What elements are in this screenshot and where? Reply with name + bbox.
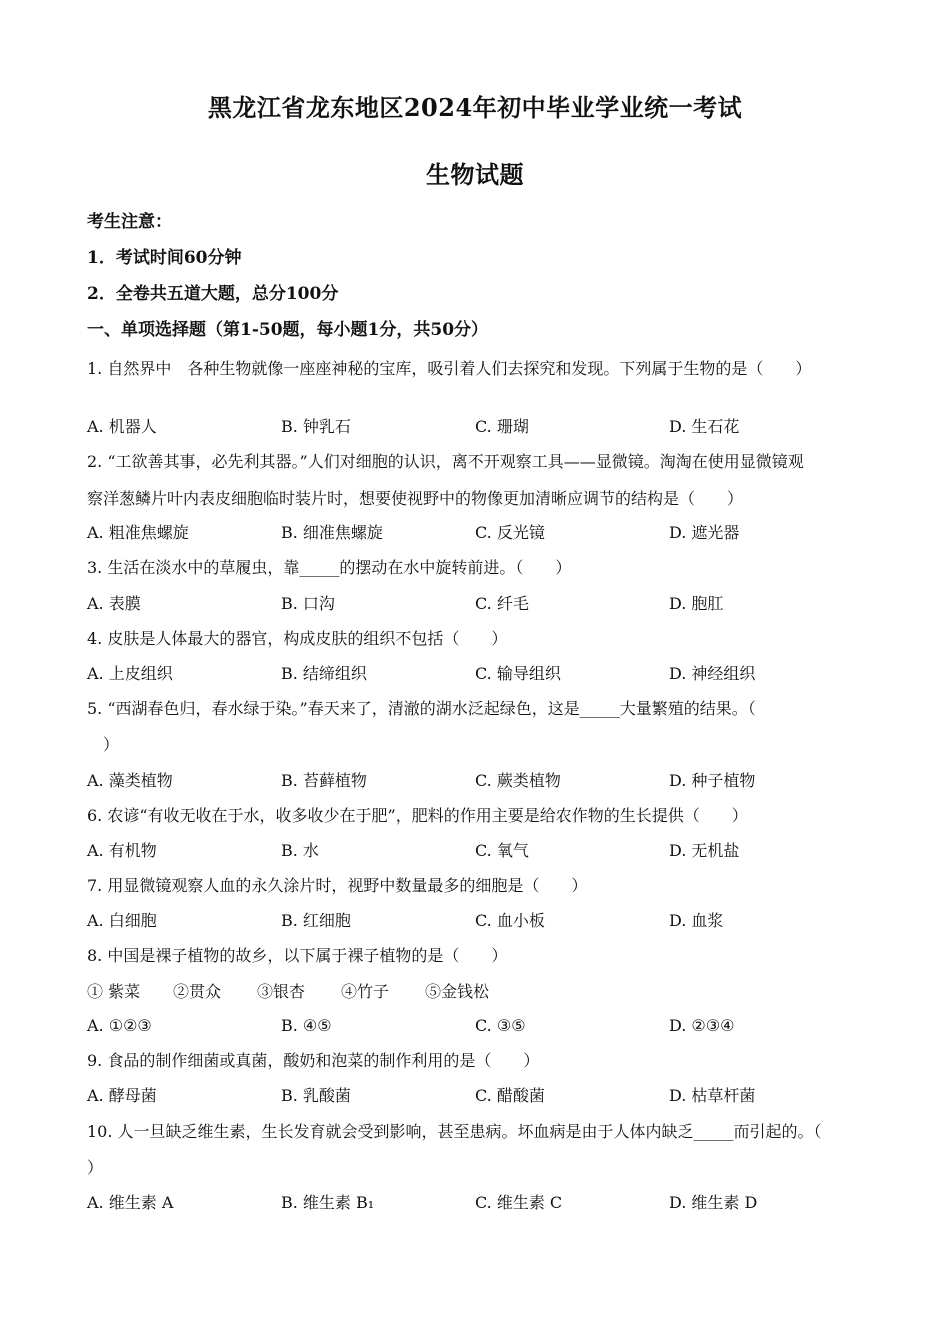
option-d: D. 种子植物 [669, 771, 756, 790]
question-text: 4. 皮肤是人体最大的器官，构成皮肤的组织不包括（ ） [87, 629, 508, 648]
option-row [87, 1085, 867, 1107]
question-text: 6. 农谚“有收无收在于水，收多收少在于肥”，肥料的作用主要是给农作物的生长提供（ ） [87, 806, 748, 825]
option-c: C. 输导组织 [475, 664, 561, 683]
option-b: B. 苔藓植物 [281, 771, 367, 790]
option-c: C. 维生素 C [475, 1193, 563, 1212]
option-row [87, 910, 867, 932]
question-text: 8. 中国是裸子植物的故乡，以下属于裸子植物的是（ ） [87, 946, 508, 965]
option-c: C. 纤毛 [475, 594, 529, 613]
option-a: A. 有机物 [87, 841, 157, 860]
option-a: A. 机器人 [87, 417, 157, 436]
choice-item: ⑤金钱松 [425, 982, 490, 1001]
option-row [87, 840, 867, 862]
option-c: C. 蕨类植物 [475, 771, 561, 790]
option-d: D. 枯草杆菌 [669, 1086, 756, 1105]
choice-item: ②贯众 [173, 982, 222, 1001]
choice-item: ③银杏 [257, 982, 306, 1001]
option-a: A. ①②③ [87, 1016, 152, 1035]
option-row [87, 663, 867, 685]
option-b: B. 乳酸菌 [281, 1086, 351, 1105]
option-a: A. 维生素 A [87, 1193, 174, 1212]
option-row [87, 1192, 867, 1214]
option-d: D. 胞肛 [669, 594, 724, 613]
option-a: A. 表膜 [87, 594, 141, 613]
option-b: B. 水 [281, 841, 319, 860]
option-c: C. 反光镜 [475, 523, 545, 542]
choice-item: ① 紫菜 [87, 982, 141, 1001]
option-row [87, 593, 867, 615]
option-d: D. 神经组织 [669, 664, 756, 683]
question-text: ） [87, 735, 120, 754]
option-row [87, 1015, 867, 1037]
option-c: C. 血小板 [475, 911, 545, 930]
option-row [87, 770, 867, 792]
question-text: 7. 用显微镜观察人血的永久涂片时，视野中数量最多的细胞是（ ） [87, 876, 588, 895]
option-b: B. 维生素 B₁ [281, 1193, 375, 1212]
option-row [87, 416, 867, 438]
question-text: 9. 食品的制作细菌或真菌，酸奶和泡菜的制作利用的是（ ） [87, 1051, 540, 1070]
notice-heading: 考生注意： [87, 212, 172, 232]
option-c: C. ③⑤ [475, 1016, 526, 1035]
choice-item: ④竹子 [341, 982, 390, 1001]
option-a: A. 上皮组织 [87, 664, 173, 683]
exam-subtitle: 生物试题 [426, 160, 524, 189]
option-d: D. 血浆 [669, 911, 724, 930]
option-c: C. 珊瑚 [475, 417, 529, 436]
question-text: 10. 人一旦缺乏维生素，生长发育就会受到影响，甚至患病。坏血病是由于人体内缺乏_____而引起的。（ [87, 1122, 822, 1141]
option-b: B. 结缔组织 [281, 664, 367, 683]
option-b: B. 细准焦螺旋 [281, 523, 383, 542]
notice-item: 1．考试时间60分钟 [87, 248, 242, 268]
question-text: 1. 自然界中 各种生物就像一座座神秘的宝库，吸引着人们去探究和发现。下列属于生物的是（ ） [87, 359, 812, 378]
option-a: A. 酵母菌 [87, 1086, 157, 1105]
choice-items [87, 981, 867, 1003]
option-row [87, 522, 867, 544]
exam-title: 黑龙江省龙东地区2024年初中毕业学业统一考试 [207, 93, 743, 122]
option-b: B. 红细胞 [281, 911, 351, 930]
option-a: A. 白细胞 [87, 911, 157, 930]
option-a: A. 藻类植物 [87, 771, 173, 790]
option-d: D. 维生素 D [669, 1193, 758, 1212]
question-text: 察洋葱鳞片叶内表皮细胞临时装片时，想要使视野中的物像更加清晰应调节的结构是（ ） [87, 489, 744, 508]
option-d: D. 无机盐 [669, 841, 740, 860]
question-text: 5. “西湖春色归，春水绿于染。”春天来了，清澈的湖水泛起绿色，这是_____大量繁殖的结果。（ [87, 699, 756, 718]
option-d: D. ②③④ [669, 1016, 735, 1035]
notice-item: 2．全卷共五道大题，总分100分 [87, 284, 339, 304]
option-d: D. 生石花 [669, 417, 740, 436]
option-a: A. 粗准焦螺旋 [87, 523, 189, 542]
option-b: B. 钟乳石 [281, 417, 351, 436]
question-text: ） [87, 1158, 104, 1177]
section-heading: 一、单项选择题（第1-50题，每小题1分，共50分） [87, 320, 489, 340]
question-text: 2. “工欲善其事，必先利其器。”人们对细胞的认识，离不开观察工具——显微镜。淘淘在使用显微镜观 [87, 452, 804, 471]
option-c: C. 氧气 [475, 841, 529, 860]
option-b: B. 口沟 [281, 594, 335, 613]
option-d: D. 遮光器 [669, 523, 740, 542]
option-c: C. 醋酸菌 [475, 1086, 545, 1105]
question-text: 3. 生活在淡水中的草履虫，靠_____的摆动在水中旋转前进。（ ） [87, 558, 572, 577]
option-b: B. ④⑤ [281, 1016, 332, 1035]
